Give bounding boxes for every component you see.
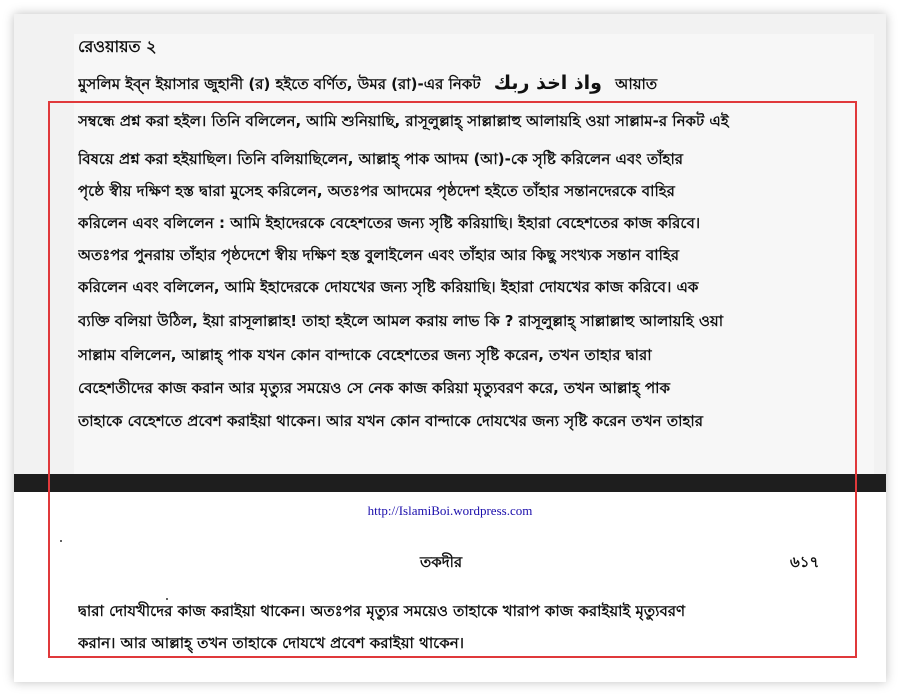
bottom-text-line-1: দ্বারা দোযখীদের কাজ করাইয়া থাকেন। অতঃপর মৃত্যুর সময়েও তাহাকে খারাপ কাজ করাইয়াই মৃত্যুবরণ [78,602,686,620]
text-line-6: অতঃপর পুনরায় তাঁহার পৃষ্ঠদেশে স্বীয় দক্ষিণ হস্ত বুলাইলেন এবং তাঁহার আর কিছু সংখ্যক সন্তান বাহির [78,246,680,264]
text-line-4: পৃষ্ঠে স্বীয় দক্ষিণ হস্ত দ্বারা মুসেহ করিলেন, অতঃপর আদমের পৃষ্ঠদেশ হইতে তাঁহার সন্তানদেরকে বাহির [78,182,675,200]
text-line-5: করিলেন এবং বলিলেন : আমি ইহাদেরকে বেহেশতের জন্য সৃষ্টি করিয়াছি। ইহারা বেহেশতের কাজ করিবে। [78,214,701,232]
page-number: ৬১৭ [790,553,820,571]
text-line-10: বেহেশতীদের কাজ করান আর মৃত্যুর সময়েও সে নেক কাজ করিয়া মৃত্যুবরণ করে, তখন আল্লাহ্ পাক [78,379,670,397]
first-line-text: মুসলিম ইব্ন ইয়াসার জুহানী (র) হইতে বর্ণিত, উমর (রা)-এর নিকট [78,75,481,93]
text-line-8: ব্যক্তি বলিয়া উঠিল, ইয়া রাসূলাল্লাহ! তাহা হইলে আমল করায় লাভ কি ? রাসূলুল্লাহ্ সাল্লাল্লাহু আলায়হি ওয়া [78,312,724,330]
arabic-verse: واذ اخذ ربك [493,72,602,94]
highlight-selection-box [48,101,857,658]
text-line-2: সম্বন্ধে প্রশ্ন করা হইল। তিনি বলিলেন, আমি শুনিয়াছি, রাসূলুল্লাহ্ সাল্লাল্লাহু আলায়হি ওয়া সাল্লাম-র নিকট এই [78,112,729,130]
text-line-7: করিলেন এবং বলিলেন, আমি ইহাদেরকে দোযখের জন্য সৃষ্টি করিয়াছি। ইহারা দোযখের কাজ করিবে। এক [78,278,699,296]
text-line-11: তাহাকে বেহেশতে প্রবেশ করাইয়া থাকেন। আর যখন কোন বান্দাকে দোযখের জন্য সৃষ্টি করেন তখন তাহার [78,412,703,430]
text-line-3: বিষয়ে প্রশ্ন করা হইয়াছিল। তিনি বলিয়াছিলেন, আল্লাহ্ পাক আদম (আ)-কে সৃষ্টি করিলেন এবং তাঁহার [78,150,684,168]
text-line-9: সাল্লাম বলিলেন, আল্লাহ্ পাক যখন কোন বান্দাকে বেহেশতের জন্য সৃষ্টি করেন, তখন তাহার দ্বারা [78,346,652,364]
running-title: তকদীর [420,553,463,571]
bottom-text-line-2: করান। আর আল্লাহ্ তখন তাহাকে দোযখে প্রবেশ করাইয়া থাকেন। [78,634,465,652]
narration-heading: রেওয়ায়ত ২ [78,37,157,56]
text-line-1 [78,72,830,98]
first-line-tail: আয়াত [615,75,658,93]
source-url-link[interactable]: http://IslamiBoi.wordpress.com [367,503,533,518]
